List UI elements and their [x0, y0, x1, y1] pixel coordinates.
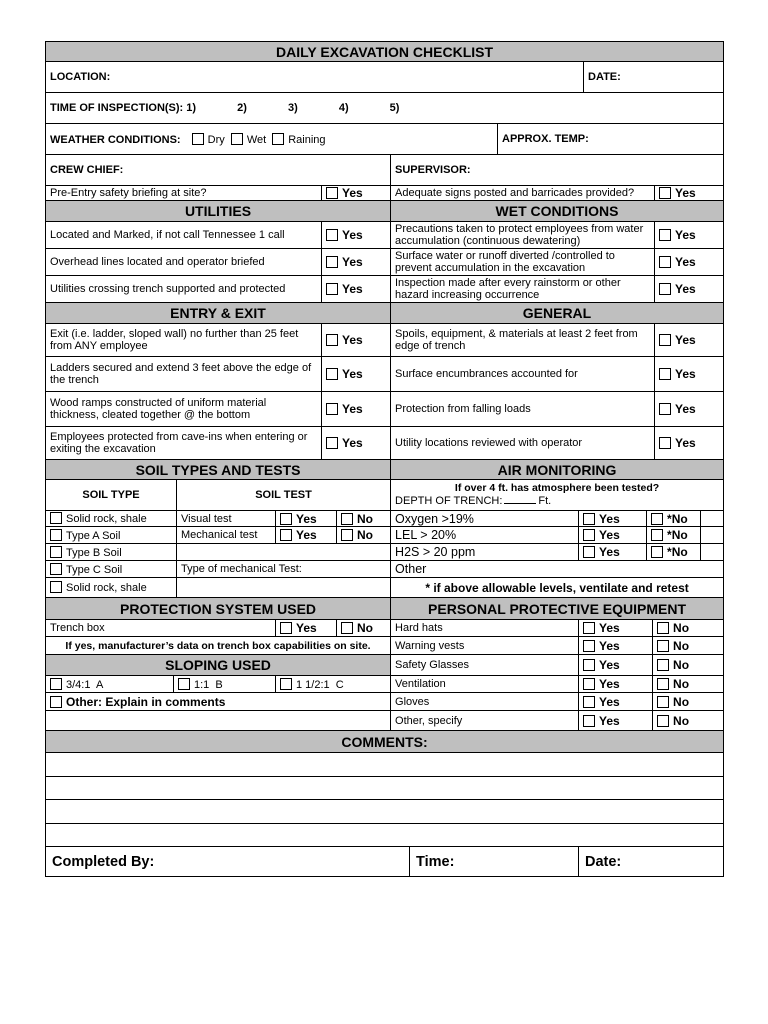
star-no-label: *No: [667, 511, 688, 526]
yes-label: Yes: [342, 367, 363, 381]
entry-item: Ladders secured and extend 3 feet above the edge of the trench: [46, 357, 322, 392]
yes-label: Yes: [599, 528, 620, 542]
entry-item: Exit (i.e. ladder, sloped wall) no further than 25 feet from ANY employee: [46, 324, 322, 357]
checkbox[interactable]: [326, 334, 338, 346]
yes-label: Yes: [296, 621, 317, 635]
approx-temp-label: APPROX. TEMP:: [502, 133, 589, 145]
checkbox[interactable]: [326, 229, 338, 241]
comment-line[interactable]: [46, 777, 724, 800]
yes-label: Yes: [599, 511, 620, 526]
checkbox[interactable]: [50, 512, 62, 524]
depth-label: DEPTH OF TRENCH:: [395, 495, 503, 507]
air-item: H2S > 20 ppm: [391, 544, 579, 561]
soil-type-item[interactable]: [46, 544, 177, 561]
checkbox[interactable]: [326, 368, 338, 380]
ppe-item: Warning vests: [391, 637, 579, 655]
checkbox[interactable]: [50, 563, 62, 575]
ppe-yes[interactable]: [579, 676, 653, 693]
checkbox[interactable]: [341, 622, 353, 634]
checkbox[interactable]: [651, 546, 663, 558]
wet-check[interactable]: [655, 249, 724, 276]
soil-type-header: SOIL TYPE: [46, 480, 177, 511]
weather-raining-checkbox[interactable]: [272, 133, 284, 145]
wet-check[interactable]: [655, 222, 724, 249]
no-label: No: [673, 658, 690, 672]
soil-type-label: Solid rock, shale: [66, 513, 147, 525]
protection-system-heading: PROTECTION SYSTEM USED: [46, 598, 391, 620]
yes-label: Yes: [599, 638, 620, 653]
yes-label: Yes: [296, 511, 317, 526]
air-item: Oxygen >19%: [391, 511, 579, 527]
blank-cell: [177, 544, 391, 561]
checkbox[interactable]: [657, 696, 669, 708]
depth-of-trench-field[interactable]: [395, 495, 719, 508]
general-check[interactable]: [655, 357, 724, 392]
comment-line[interactable]: [46, 824, 724, 847]
ppe-yes[interactable]: [579, 620, 653, 637]
footer-date-field[interactable]: [579, 847, 724, 877]
checkbox[interactable]: [341, 513, 353, 525]
no-label: No: [673, 621, 690, 635]
ppe-item: Other, specify: [391, 711, 579, 731]
yes-label: Yes: [599, 713, 620, 728]
checkbox[interactable]: [659, 368, 671, 380]
checkbox[interactable]: [280, 529, 292, 541]
location-field[interactable]: [46, 62, 584, 93]
time-label: Time:: [416, 853, 455, 870]
checkbox[interactable]: [583, 529, 595, 541]
sloping-other[interactable]: [46, 693, 391, 711]
general-item: Surface encumbrances accounted for: [391, 357, 655, 392]
yes-label: Yes: [599, 621, 620, 635]
yes-label: Yes: [675, 186, 696, 200]
air-item: LEL > 20%: [391, 527, 579, 544]
soil-type-item[interactable]: [46, 561, 177, 578]
ppe-item: Safety Glasses: [391, 655, 579, 676]
time-of-inspection-field[interactable]: [46, 93, 724, 124]
no-label: No: [673, 638, 690, 653]
soil-types-heading: SOIL TYPES AND TESTS: [46, 460, 391, 480]
yes-label: Yes: [675, 282, 696, 296]
ppe-yes[interactable]: [579, 655, 653, 676]
star-no-label: *No: [667, 528, 688, 542]
checkbox[interactable]: [583, 640, 595, 652]
weather-label: WEATHER CONDITIONS:: [50, 133, 181, 146]
crew-chief-field[interactable]: [46, 155, 391, 186]
checkbox[interactable]: [341, 529, 353, 541]
ppe-no[interactable]: [653, 711, 724, 731]
checkbox[interactable]: [657, 622, 669, 634]
checkbox[interactable]: [326, 437, 338, 449]
weather-raining-label: Raining: [288, 133, 326, 146]
yes-label: Yes: [675, 436, 696, 450]
sloping-option-a[interactable]: [46, 676, 174, 693]
air-no[interactable]: [647, 544, 701, 561]
ppe-yes[interactable]: [579, 711, 653, 731]
form-title: DAILY EXCAVATION CHECKLIST: [46, 42, 724, 62]
general-check[interactable]: [655, 392, 724, 427]
checkbox[interactable]: [659, 403, 671, 415]
ppe-yes[interactable]: [579, 693, 653, 711]
ppe-no[interactable]: [653, 655, 724, 676]
soil-type-item[interactable]: [46, 578, 177, 598]
ft-label: Ft.: [538, 495, 552, 507]
yes-label: Yes: [599, 658, 620, 672]
checkbox[interactable]: [659, 334, 671, 346]
checkbox[interactable]: [583, 513, 595, 525]
mechanical-yes[interactable]: [276, 527, 337, 544]
checkbox[interactable]: [657, 659, 669, 671]
yes-label: Yes: [342, 402, 363, 416]
wet-item: Surface water or runoff diverted /controlled to prevent accumulation in the excavation: [391, 249, 655, 276]
checklist-table: [45, 185, 724, 460]
checkbox[interactable]: [326, 403, 338, 415]
date-field[interactable]: [584, 62, 724, 93]
visual-test-label: Visual test: [177, 511, 276, 527]
air-monitoring-heading: AIR MONITORING: [391, 460, 724, 480]
time-slot-1: 1): [186, 102, 197, 114]
general-item: Protection from falling loads: [391, 392, 655, 427]
utilities-check[interactable]: [322, 222, 391, 249]
utilities-item: Located and Marked, if not call Tennessee 1 call: [46, 222, 322, 249]
visual-yes[interactable]: [276, 511, 337, 527]
checkbox[interactable]: [178, 678, 190, 690]
comments-table: [45, 730, 724, 877]
sloping-option-c[interactable]: [276, 676, 391, 693]
weather-field: [46, 124, 498, 155]
completed-by-label: Completed By:: [52, 853, 155, 870]
checkbox[interactable]: [50, 529, 62, 541]
checkbox[interactable]: [50, 581, 62, 593]
checkbox[interactable]: [657, 640, 669, 652]
yes-label: Yes: [342, 333, 363, 347]
soil-type-item[interactable]: [46, 527, 177, 544]
entry-check[interactable]: [322, 427, 391, 460]
date-label: DATE:: [588, 71, 621, 83]
no-label: No: [673, 694, 690, 709]
time-slot-2: 2): [237, 102, 247, 114]
header-table: [45, 41, 724, 186]
checkbox[interactable]: [50, 546, 62, 558]
signs-check[interactable]: [655, 186, 724, 201]
soil-type-item[interactable]: [46, 511, 177, 527]
wet-check[interactable]: [655, 276, 724, 303]
air-yes[interactable]: [579, 511, 647, 527]
general-item: Utility locations reviewed with operator: [391, 427, 655, 460]
comment-line[interactable]: [46, 753, 724, 777]
soil-type-label: Solid rock, shale: [66, 582, 147, 594]
completed-by-field[interactable]: [46, 847, 410, 877]
air-other-field[interactable]: Other: [391, 561, 724, 578]
supervisor-field[interactable]: [391, 155, 724, 186]
yes-label: Yes: [599, 677, 620, 691]
time-slot-3: 3): [287, 102, 298, 114]
comment-line[interactable]: [46, 800, 724, 824]
protection-ppe-table: [45, 597, 724, 731]
ppe-no[interactable]: [653, 637, 724, 655]
yes-label: Yes: [342, 255, 363, 269]
air-no[interactable]: [647, 511, 701, 527]
sloping-option-label: 1 1/2:1 C: [296, 678, 344, 691]
wet-item: Precautions taken to protect employees from water accumulation (continuous dewatering): [391, 222, 655, 249]
sloping-option-label: 1:1 B: [194, 678, 223, 691]
general-check[interactable]: [655, 324, 724, 357]
ppe-item: Gloves: [391, 693, 579, 711]
yes-label: Yes: [599, 545, 620, 559]
ppe-item: Ventilation: [391, 676, 579, 693]
no-label: No: [673, 677, 690, 691]
comments-heading: COMMENTS:: [46, 731, 724, 753]
blank-cell: [177, 578, 391, 598]
air-no[interactable]: [647, 527, 701, 544]
visual-no[interactable]: [337, 511, 391, 527]
sloping-option-b[interactable]: [174, 676, 276, 693]
time-slot-5: 5): [389, 102, 400, 114]
time-field[interactable]: [410, 847, 579, 877]
ppe-no[interactable]: [653, 693, 724, 711]
yes-label: Yes: [675, 367, 696, 381]
mechanical-no[interactable]: [337, 527, 391, 544]
air-spacer: [701, 511, 724, 527]
mechanical-type-field[interactable]: Type of mechanical Test:: [177, 561, 391, 578]
air-question-cell: [391, 480, 724, 511]
yes-label: Yes: [342, 282, 363, 296]
air-spacer: [701, 544, 724, 561]
general-heading: GENERAL: [391, 303, 724, 324]
yes-label: Yes: [342, 186, 363, 200]
ppe-no[interactable]: [653, 676, 724, 693]
ppe-item: Hard hats: [391, 620, 579, 637]
checkbox[interactable]: [50, 678, 62, 690]
soil-type-label: Type B Soil: [66, 546, 122, 559]
checkbox[interactable]: [657, 678, 669, 690]
weather-dry-label: Dry: [207, 133, 225, 146]
entry-exit-heading: ENTRY & EXIT: [46, 303, 391, 324]
air-yes[interactable]: [579, 544, 647, 561]
checkbox[interactable]: [659, 437, 671, 449]
trench-box-label: Trench box: [46, 620, 276, 637]
no-label: No: [357, 511, 373, 526]
sloping-other-label: Other: Explain in comments: [66, 694, 226, 709]
entry-check[interactable]: [322, 392, 391, 427]
air-question: If over 4 ft. has atmosphere been tested?: [454, 482, 660, 494]
checkbox[interactable]: [651, 513, 663, 525]
air-note: * if above allowable levels, ventilate and retest: [391, 578, 724, 598]
yes-label: Yes: [599, 694, 620, 709]
blank-cell: [46, 711, 391, 731]
checkbox[interactable]: [657, 715, 669, 727]
yes-label: Yes: [342, 436, 363, 450]
sloping-option-label: 3/4:1 A: [66, 678, 104, 691]
entry-item: Employees protected from cave-ins when entering or exiting the excavation: [46, 427, 322, 460]
checkbox[interactable]: [659, 187, 671, 199]
approx-temp-field[interactable]: [498, 124, 724, 155]
utilities-item: Overhead lines located and operator briefed: [46, 249, 322, 276]
entry-check[interactable]: [322, 324, 391, 357]
checkbox[interactable]: [583, 696, 595, 708]
checkbox[interactable]: [280, 513, 292, 525]
checkbox[interactable]: [326, 283, 338, 295]
wet-conditions-heading: WET CONDITIONS: [391, 201, 724, 222]
air-yes[interactable]: [579, 527, 647, 544]
checkbox[interactable]: [280, 678, 292, 690]
checkbox[interactable]: [326, 256, 338, 268]
time-label: TIME OF INSPECTION(S):: [50, 102, 184, 114]
location-label: LOCATION:: [50, 71, 111, 83]
yes-label: Yes: [296, 528, 317, 542]
soil-type-label: Type A Soil: [66, 529, 121, 542]
ppe-heading: PERSONAL PROTECTIVE EQUIPMENT: [391, 598, 724, 620]
checkbox[interactable]: [583, 715, 595, 727]
ppe-no[interactable]: [653, 620, 724, 637]
checkbox[interactable]: [583, 659, 595, 671]
soil-type-label: Type C Soil: [66, 563, 123, 576]
crew-chief-label: CREW CHIEF:: [50, 164, 124, 176]
signs-label: Adequate signs posted and barricades provided?: [391, 186, 655, 201]
no-label: No: [357, 528, 373, 542]
weather-dry-checkbox[interactable]: [192, 133, 204, 145]
general-check[interactable]: [655, 427, 724, 460]
entry-check[interactable]: [322, 357, 391, 392]
yes-label: Yes: [342, 228, 363, 242]
entry-item: Wood ramps constructed of uniform material thickness, cleated together @ the bottom: [46, 392, 322, 427]
time-slot-4: 4): [338, 102, 349, 114]
checkbox[interactable]: [583, 622, 595, 634]
trench-box-no[interactable]: [337, 620, 391, 637]
checkbox[interactable]: [659, 283, 671, 295]
trench-box-yes[interactable]: [276, 620, 337, 637]
checkbox[interactable]: [659, 229, 671, 241]
yes-label: Yes: [675, 333, 696, 347]
wet-item: Inspection made after every rainstorm or other hazard increasing occurrence: [391, 276, 655, 303]
soil-test-header: SOIL TEST: [177, 480, 391, 511]
utilities-check[interactable]: [322, 249, 391, 276]
checkbox[interactable]: [651, 529, 663, 541]
yes-label: Yes: [675, 228, 696, 242]
star-no-label: *No: [667, 545, 688, 559]
footer-date-label: Date:: [585, 853, 622, 870]
checkbox[interactable]: [50, 696, 62, 708]
air-spacer: [701, 527, 724, 544]
utilities-heading: UTILITIES: [46, 201, 391, 222]
weather-wet-checkbox[interactable]: [231, 133, 243, 145]
soil-air-table: [45, 459, 724, 598]
checkbox[interactable]: [280, 622, 292, 634]
excavation-checklist-form: [45, 41, 723, 877]
no-label: No: [357, 621, 373, 635]
pre-entry-label: Pre-Entry safety briefing at site?: [46, 186, 322, 201]
checkbox[interactable]: [583, 546, 595, 558]
checkbox[interactable]: [659, 256, 671, 268]
utilities-check[interactable]: [322, 276, 391, 303]
trench-box-note: If yes, manufacturer’s data on trench box capabilities on site.: [46, 637, 391, 655]
utilities-item: Utilities crossing trench supported and protected: [46, 276, 322, 303]
weather-wet-label: Wet: [246, 133, 267, 146]
ppe-yes[interactable]: [579, 637, 653, 655]
general-item: Spoils, equipment, & materials at least 2 feet from edge of trench: [391, 324, 655, 357]
mechanical-test-label: Mechanical test: [177, 527, 276, 544]
yes-label: Yes: [675, 402, 696, 416]
sloping-heading: SLOPING USED: [46, 655, 391, 676]
pre-entry-check[interactable]: [322, 186, 391, 201]
supervisor-label: SUPERVISOR:: [395, 164, 471, 176]
yes-label: Yes: [675, 255, 696, 269]
no-label: No: [673, 713, 690, 728]
checkbox[interactable]: [326, 187, 338, 199]
checkbox[interactable]: [583, 678, 595, 690]
